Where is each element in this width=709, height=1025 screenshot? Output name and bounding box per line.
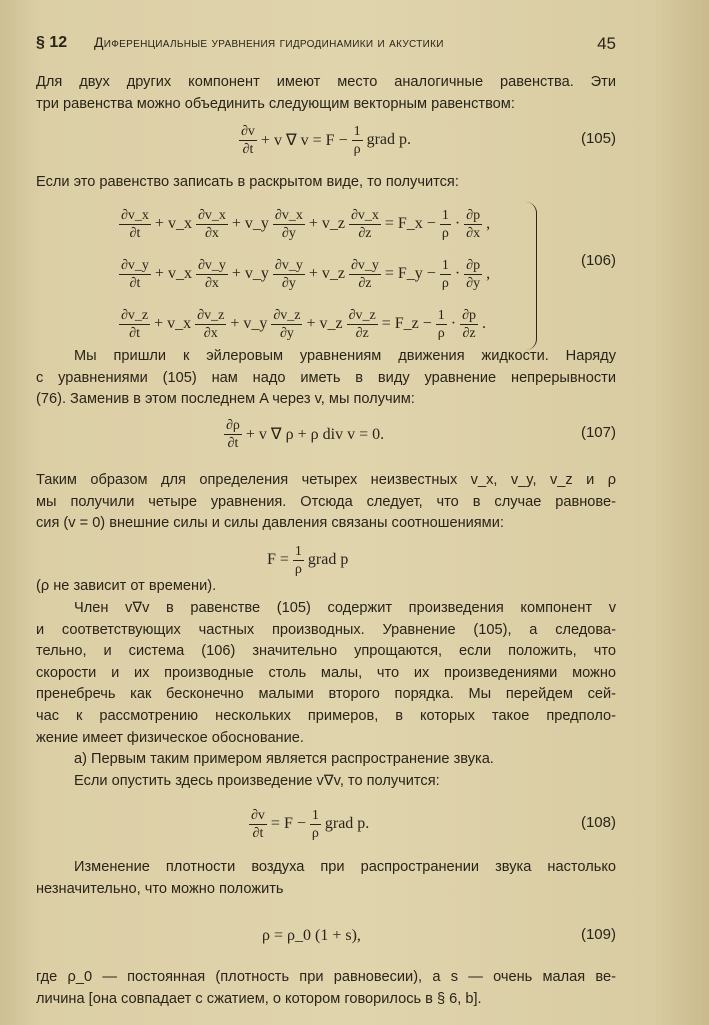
text-line: жение имеет физическое обоснование. bbox=[36, 729, 304, 746]
paragraph bbox=[36, 470, 616, 535]
equation-number: (105) bbox=[580, 130, 616, 147]
equation-term: grad p. bbox=[324, 815, 370, 832]
equation-107 bbox=[36, 412, 616, 456]
equation-106 bbox=[36, 202, 616, 352]
denominator: ∂t bbox=[129, 325, 140, 341]
equation-term: + v_y bbox=[230, 315, 268, 332]
equation-row bbox=[116, 302, 487, 346]
equation-term: · bbox=[454, 265, 461, 282]
denominator: ρ bbox=[441, 225, 449, 241]
fraction bbox=[273, 257, 305, 292]
right-brace bbox=[526, 202, 537, 350]
paragraph bbox=[36, 967, 616, 1010]
numerator: ∂v_y bbox=[274, 257, 303, 273]
numerator: ∂v_y bbox=[121, 257, 149, 273]
fraction bbox=[293, 543, 304, 578]
text-line: где ρ_0 — постоянная (плотность при равновесии), а s — очень малая ве- bbox=[36, 969, 616, 985]
fraction bbox=[271, 307, 302, 342]
denominator: ∂x bbox=[466, 225, 481, 241]
equation-term: · bbox=[450, 315, 457, 332]
denominator: ∂t bbox=[242, 141, 254, 157]
running-header bbox=[36, 34, 616, 56]
numerator: ∂v_y bbox=[197, 257, 226, 273]
numerator: ∂v_x bbox=[274, 207, 303, 223]
denominator: ρ bbox=[437, 325, 445, 341]
paragraph bbox=[36, 72, 616, 115]
fraction bbox=[119, 207, 151, 242]
paragraph bbox=[36, 771, 616, 793]
fraction bbox=[224, 417, 242, 452]
text-line: скорости и их производные столь малы, что их произведениями можно bbox=[36, 664, 616, 681]
text-line: Если опустить здесь произведение v∇v, то получится: bbox=[74, 773, 440, 789]
numerator: ∂v_z bbox=[348, 307, 376, 323]
equation-term: , bbox=[486, 215, 491, 232]
equation-term: + v_x bbox=[154, 265, 192, 282]
denominator: ρ bbox=[353, 141, 361, 157]
denominator: ∂x bbox=[203, 325, 218, 341]
numerator: 1 bbox=[437, 307, 445, 323]
equation-number: (106) bbox=[580, 252, 616, 269]
fraction bbox=[119, 257, 151, 292]
numerator: 1 bbox=[311, 807, 319, 823]
fraction bbox=[347, 307, 378, 342]
numerator: ∂p bbox=[462, 307, 477, 323]
paragraph bbox=[36, 576, 616, 598]
text-line: а) Первым таким примером является распространение звука. bbox=[74, 751, 494, 767]
numerator: ∂p bbox=[466, 257, 481, 273]
denominator: ∂z bbox=[358, 275, 372, 291]
fraction bbox=[119, 307, 150, 342]
equation-108 bbox=[36, 802, 616, 846]
denominator: ∂t bbox=[252, 825, 264, 841]
equation-term: F = bbox=[267, 551, 289, 568]
equation-term: ρ = ρ_0 (1 + s), bbox=[262, 927, 361, 944]
equation-term: + v_z bbox=[306, 315, 343, 332]
equation-term: , bbox=[486, 265, 491, 282]
equation-term: + v_z bbox=[308, 265, 345, 282]
numerator: ∂ρ bbox=[226, 417, 240, 433]
numerator: 1 bbox=[441, 207, 449, 223]
denominator: ∂x bbox=[204, 275, 219, 291]
numerator: ∂v bbox=[241, 123, 255, 139]
equation-number: (109) bbox=[580, 926, 616, 943]
equation-term: + v ∇ v = F − bbox=[260, 132, 348, 149]
numerator: ∂v_y bbox=[350, 257, 379, 273]
equation-term: + v_z bbox=[308, 215, 345, 232]
equation-row bbox=[236, 118, 412, 162]
equation-term: + v_y bbox=[231, 265, 269, 282]
equation-term: + v_x bbox=[154, 315, 192, 332]
text-line: личина [она совпадает с сжатием, о котором говорилось в § 6, b]. bbox=[36, 990, 482, 1007]
denominator: ∂t bbox=[227, 435, 239, 451]
denominator: ρ bbox=[294, 561, 302, 577]
fraction bbox=[464, 207, 482, 242]
numerator: ∂v_x bbox=[197, 207, 226, 223]
fraction bbox=[196, 207, 228, 242]
text-line: незначительно, что можно положить bbox=[36, 880, 284, 897]
fraction bbox=[195, 307, 226, 342]
text-line: сия (v = 0) внешние силы и силы давления связаны соотношениями: bbox=[36, 515, 504, 532]
paragraph bbox=[36, 749, 616, 771]
fraction bbox=[436, 307, 447, 342]
equation-term: grad p bbox=[307, 551, 349, 568]
denominator: ∂y bbox=[281, 225, 296, 241]
numerator: 1 bbox=[441, 257, 449, 273]
denominator: ∂y bbox=[281, 275, 296, 291]
numerator: ∂v_z bbox=[197, 307, 225, 323]
paragraph bbox=[36, 346, 616, 411]
text-line: Таким образом для определения четырех неизвестных v_x, v_y, v_z и ρ bbox=[36, 472, 616, 488]
equation-term: + v_x bbox=[154, 215, 192, 232]
fraction bbox=[440, 207, 451, 242]
denominator: ∂z bbox=[355, 325, 369, 341]
denominator: ∂z bbox=[358, 225, 372, 241]
fraction bbox=[464, 257, 482, 292]
equation-term: + v_y bbox=[231, 215, 269, 232]
numerator: ∂v_z bbox=[121, 307, 149, 323]
denominator: ρ bbox=[441, 275, 449, 291]
fraction bbox=[460, 307, 478, 342]
text-line: три равенства можно объединить следующим векторным равенством: bbox=[36, 95, 515, 112]
denominator: ∂y bbox=[466, 275, 481, 291]
fraction bbox=[249, 807, 267, 842]
fraction bbox=[310, 807, 321, 842]
equation-row bbox=[246, 802, 370, 846]
text-line: мы получили четыре уравнения. Отсюда следует, что в случае равнове- bbox=[36, 493, 616, 510]
text-line: Если это равенство записать в раскрытом виде, то получится: bbox=[36, 174, 459, 190]
text-line: и соответствующих частных производных. Уравнение (105), а следова- bbox=[36, 621, 616, 638]
numerator: 1 bbox=[294, 543, 302, 559]
paragraph bbox=[36, 172, 616, 194]
text-line: час к рассмотрению нескольких примеров, в которых такое предполо- bbox=[36, 707, 616, 724]
text-line: (76). Заменив в этом последнем A через v, мы получим: bbox=[36, 391, 415, 408]
equation-row bbox=[116, 202, 491, 246]
text-line: Мы пришли к эйлеровым уравнениям движения жидкости. Наряду bbox=[74, 348, 616, 364]
numerator: ∂v_x bbox=[121, 207, 149, 223]
text-line: (ρ не зависит от времени). bbox=[36, 578, 217, 594]
denominator: ∂z bbox=[462, 325, 476, 341]
section-number: § 12 bbox=[36, 34, 68, 51]
fraction bbox=[349, 257, 381, 292]
text-line: Изменение плотности воздуха при распространении звука настолько bbox=[74, 859, 616, 875]
denominator: ∂t bbox=[129, 225, 141, 241]
denominator: ∂t bbox=[129, 275, 141, 291]
equation-term: = F_z − bbox=[381, 315, 432, 332]
equation-term: = F − bbox=[270, 815, 306, 832]
numerator: ∂v_z bbox=[273, 307, 301, 323]
denominator: ∂x bbox=[204, 225, 219, 241]
equation-term: = F_y − bbox=[384, 265, 436, 282]
chapter-title: Диференциальные уравнения гидродинамики и акустики bbox=[94, 34, 444, 50]
text-line: тельно, и система (106) значительно упрощаются, если положить, что bbox=[36, 643, 616, 660]
numerator: ∂v bbox=[251, 807, 265, 823]
denominator: ∂y bbox=[279, 325, 294, 341]
page-number: 45 bbox=[597, 34, 616, 53]
equation-term: + v ∇ ρ + ρ div v = 0. bbox=[245, 426, 385, 443]
equation-term: grad p. bbox=[366, 131, 412, 148]
equation-term: · bbox=[454, 215, 461, 232]
fraction bbox=[239, 123, 257, 158]
fraction bbox=[349, 207, 381, 242]
equation-109 bbox=[36, 914, 616, 958]
equation-row bbox=[116, 252, 491, 296]
text-line: Член v∇v в равенстве (105) содержит произведения компонент v bbox=[74, 600, 616, 616]
equation-row bbox=[261, 914, 362, 958]
numerator: ∂v_x bbox=[350, 207, 379, 223]
equation-term: = F_x − bbox=[384, 215, 436, 232]
equation-row bbox=[221, 412, 385, 456]
numerator: 1 bbox=[353, 123, 361, 139]
equation-term: . bbox=[482, 315, 487, 332]
fraction bbox=[352, 123, 363, 158]
denominator: ρ bbox=[311, 825, 319, 841]
equation-number: (108) bbox=[580, 814, 616, 831]
fraction bbox=[196, 257, 228, 292]
paragraph bbox=[36, 857, 616, 900]
numerator: ∂p bbox=[466, 207, 481, 223]
paragraph bbox=[36, 598, 616, 749]
equation-105 bbox=[36, 118, 616, 162]
fraction bbox=[440, 257, 451, 292]
text-line: пренебречь как бесконечно малыми второго порядка. Мы перейдем сей- bbox=[36, 686, 616, 703]
fraction bbox=[273, 207, 305, 242]
text-line: Для двух других компонент имеют место аналогичные равенства. Эти bbox=[36, 74, 616, 90]
equation-number: (107) bbox=[580, 424, 616, 441]
text-line: с уравнениями (105) нам надо иметь в виду уравнение непрерывности bbox=[36, 369, 616, 386]
